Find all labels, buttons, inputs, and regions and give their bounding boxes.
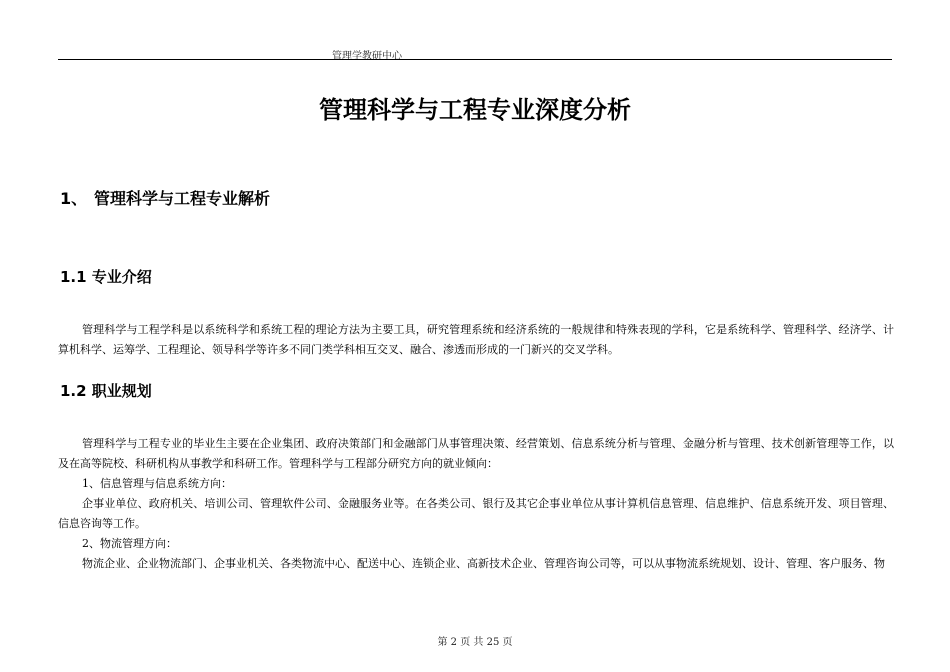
section-title: 管理科学与工程专业解析 [94, 189, 271, 208]
header-rule [58, 59, 892, 60]
intro-paragraph: 管理科学与工程学科是以系统科学和系统工程的理论方法为主要工具，研究管理系统和经济系统的一般规律和特殊表现的学科，它是系统科学、管理科学、经济学、计算机科学、运筹学、工程理论、领导科学等许多不同门类学科相互交叉、融合、渗透而形成的一门新兴的交叉学科。 [58, 323, 894, 356]
page-footer: 第 2 页 共 25 页 [437, 637, 513, 648]
section-heading-1 [60, 186, 270, 209]
list-item-text: 企事业单位、政府机关、培训公司、管理软件公司、金融服务业等。在各类公司、银行及其它企事业单位从事计算机信息管理、信息维护、信息系统开发、项目管理、信息咨询等工作。 [58, 497, 894, 530]
subsection-heading-1-1: 1.1 专业介绍 [60, 268, 152, 286]
page-header: 管理学教研中心 [332, 51, 402, 62]
list-item-title: 1、信息管理与信息系统方向： [82, 477, 232, 490]
career-intro-paragraph: 管理科学与工程专业的毕业生主要在企业集团、政府决策部门和金融部门从事管理决策、经营策划、信息系统分析与管理、金融分析与管理、技术创新管理等工作，以及在高等院校、科研机构从事教学和科研工作。管理科学与工程部分研究方向的就业倾向： [58, 437, 894, 470]
subsection-heading-1-2: 1.2 职业规划 [60, 382, 152, 400]
list-item-title: 2、物流管理方向： [82, 537, 177, 550]
career-section [58, 434, 894, 574]
document-title: 管理科学与工程专业深度分析 [319, 96, 631, 124]
list-item-text: 物流企业、企业物流部门、企事业机关、各类物流中心、配送中心、连锁企业、高新技术企业、管理咨询公司等，可以从事物流系统规划、设计、管理、客户服务、物 [82, 557, 885, 570]
section-number: 1、 [60, 189, 88, 208]
